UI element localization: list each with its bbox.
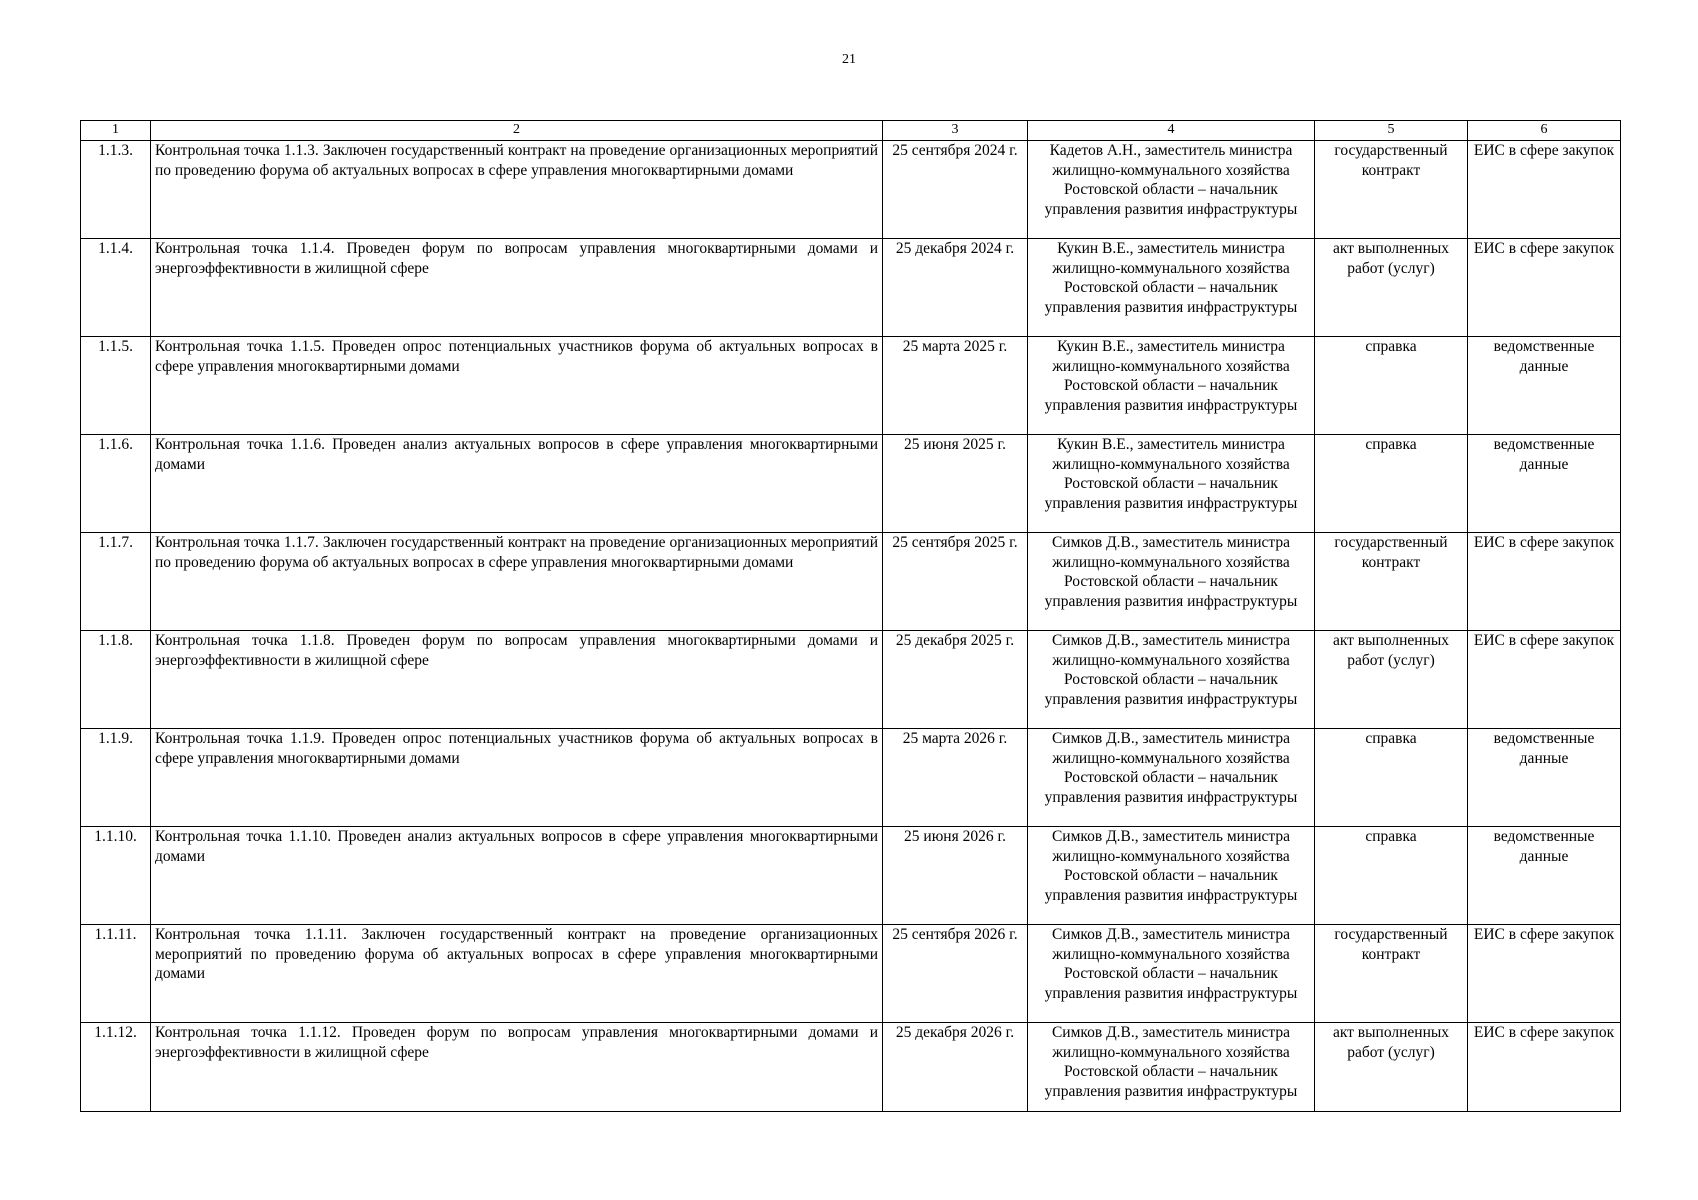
control-point-description: Контрольная точка 1.1.10. Проведен анализ актуальных вопросов в сфере управления многоквартирными домами xyxy=(151,827,883,925)
deadline-date: 25 июня 2026 г. xyxy=(883,827,1028,925)
confirming-document: государственный контракт xyxy=(1315,925,1468,1023)
responsible-person: Кадетов А.Н., заместитель министра жилищно-коммунального хозяйства Ростовской области – начальник управления развития инфраструктуры xyxy=(1028,141,1315,239)
control-point-description: Контрольная точка 1.1.4. Проведен форум по вопросам управления многоквартирными домами и энергоэффективности в жилищной сфере xyxy=(151,239,883,337)
control-point-description: Контрольная точка 1.1.9. Проведен опрос потенциальных участников форума об актуальных вопросах в сфере управления многоквартирными домами xyxy=(151,729,883,827)
confirming-document: справка xyxy=(1315,827,1468,925)
responsible-person: Кукин В.Е., заместитель министра жилищно-коммунального хозяйства Ростовской области – начальник управления развития инфраструктуры xyxy=(1028,435,1315,533)
column-header-2: 2 xyxy=(151,121,883,141)
responsible-person: Симков Д.В., заместитель министра жилищно-коммунального хозяйства Ростовской области – начальник управления развития инфраструктуры xyxy=(1028,729,1315,827)
deadline-date: 25 декабря 2026 г. xyxy=(883,1023,1028,1112)
row-number: 1.1.10. xyxy=(81,827,151,925)
table-row xyxy=(81,337,1621,435)
confirming-document: государственный контракт xyxy=(1315,141,1468,239)
table-row xyxy=(81,631,1621,729)
information-source: ЕИС в сфере закупок xyxy=(1468,533,1621,631)
confirming-document: справка xyxy=(1315,729,1468,827)
information-source: ведомственные данные xyxy=(1468,729,1621,827)
table-row xyxy=(81,239,1621,337)
information-source: ЕИС в сфере закупок xyxy=(1468,239,1621,337)
control-point-description: Контрольная точка 1.1.12. Проведен форум по вопросам управления многоквартирными домами и энергоэффективности в жилищной сфере xyxy=(151,1023,883,1112)
row-number: 1.1.6. xyxy=(81,435,151,533)
information-source: ЕИС в сфере закупок xyxy=(1468,141,1621,239)
column-header-5: 5 xyxy=(1315,121,1468,141)
control-point-description: Контрольная точка 1.1.8. Проведен форум по вопросам управления многоквартирными домами и энергоэффективности в жилищной сфере xyxy=(151,631,883,729)
confirming-document: справка xyxy=(1315,435,1468,533)
deadline-date: 25 сентября 2025 г. xyxy=(883,533,1028,631)
information-source: ЕИС в сфере закупок xyxy=(1468,631,1621,729)
deadline-date: 25 декабря 2024 г. xyxy=(883,239,1028,337)
information-source: ведомственные данные xyxy=(1468,827,1621,925)
deadline-date: 25 марта 2026 г. xyxy=(883,729,1028,827)
deadline-date: 25 марта 2025 г. xyxy=(883,337,1028,435)
control-point-description: Контрольная точка 1.1.7. Заключен государственный контракт на проведение организационных мероприятий по проведению форума об актуальных вопросах в сфере управления многоквартирными домами xyxy=(151,533,883,631)
table-row xyxy=(81,827,1621,925)
column-header-4: 4 xyxy=(1028,121,1315,141)
control-point-description: Контрольная точка 1.1.5. Проведен опрос потенциальных участников форума об актуальных вопросах в сфере управления многоквартирными домами xyxy=(151,337,883,435)
responsible-person: Симков Д.В., заместитель министра жилищно-коммунального хозяйства Ростовской области – начальник управления развития инфраструктуры xyxy=(1028,631,1315,729)
row-number: 1.1.4. xyxy=(81,239,151,337)
responsible-person: Симков Д.В., заместитель министра жилищно-коммунального хозяйства Ростовской области – начальник управления развития инфраструктуры xyxy=(1028,533,1315,631)
deadline-date: 25 сентября 2024 г. xyxy=(883,141,1028,239)
control-points-table xyxy=(80,120,1621,1112)
confirming-document: акт выполненных работ (услуг) xyxy=(1315,239,1468,337)
control-point-description: Контрольная точка 1.1.6. Проведен анализ актуальных вопросов в сфере управления многоквартирными домами xyxy=(151,435,883,533)
confirming-document: акт выполненных работ (услуг) xyxy=(1315,631,1468,729)
control-point-description: Контрольная точка 1.1.3. Заключен государственный контракт на проведение организационных мероприятий по проведению форума об актуальных вопросах в сфере управления многоквартирными домами xyxy=(151,141,883,239)
responsible-person: Кукин В.Е., заместитель министра жилищно-коммунального хозяйства Ростовской области – начальник управления развития инфраструктуры xyxy=(1028,337,1315,435)
column-header-3: 3 xyxy=(883,121,1028,141)
row-number: 1.1.8. xyxy=(81,631,151,729)
information-source: ведомственные данные xyxy=(1468,435,1621,533)
row-number: 1.1.9. xyxy=(81,729,151,827)
responsible-person: Симков Д.В., заместитель министра жилищно-коммунального хозяйства Ростовской области – начальник управления развития инфраструктуры xyxy=(1028,827,1315,925)
information-source: ведомственные данные xyxy=(1468,337,1621,435)
row-number: 1.1.12. xyxy=(81,1023,151,1112)
row-number: 1.1.3. xyxy=(81,141,151,239)
row-number: 1.1.11. xyxy=(81,925,151,1023)
table-row xyxy=(81,1023,1621,1112)
column-header-6: 6 xyxy=(1468,121,1621,141)
deadline-date: 25 декабря 2025 г. xyxy=(883,631,1028,729)
page-number: 21 xyxy=(842,52,856,67)
confirming-document: акт выполненных работ (услуг) xyxy=(1315,1023,1468,1112)
row-number: 1.1.7. xyxy=(81,533,151,631)
control-point-description: Контрольная точка 1.1.11. Заключен государственный контракт на проведение организационных мероприятий по проведению форума об актуальных вопросах в сфере управления многоквартирными домами xyxy=(151,925,883,1023)
row-number: 1.1.5. xyxy=(81,337,151,435)
deadline-date: 25 сентября 2026 г. xyxy=(883,925,1028,1023)
information-source: ЕИС в сфере закупок xyxy=(1468,1023,1621,1112)
table-row xyxy=(81,141,1621,239)
confirming-document: государственный контракт xyxy=(1315,533,1468,631)
responsible-person: Симков Д.В., заместитель министра жилищно-коммунального хозяйства Ростовской области – начальник управления развития инфраструктуры xyxy=(1028,925,1315,1023)
column-number-row xyxy=(81,121,1621,141)
table-row xyxy=(81,533,1621,631)
confirming-document: справка xyxy=(1315,337,1468,435)
table-row xyxy=(81,435,1621,533)
deadline-date: 25 июня 2025 г. xyxy=(883,435,1028,533)
table-row xyxy=(81,925,1621,1023)
column-header-1: 1 xyxy=(81,121,151,141)
responsible-person: Кукин В.Е., заместитель министра жилищно-коммунального хозяйства Ростовской области – начальник управления развития инфраструктуры xyxy=(1028,239,1315,337)
table-row xyxy=(81,729,1621,827)
information-source: ЕИС в сфере закупок xyxy=(1468,925,1621,1023)
responsible-person: Симков Д.В., заместитель министра жилищно-коммунального хозяйства Ростовской области – начальник управления развития инфраструктуры xyxy=(1028,1023,1315,1112)
